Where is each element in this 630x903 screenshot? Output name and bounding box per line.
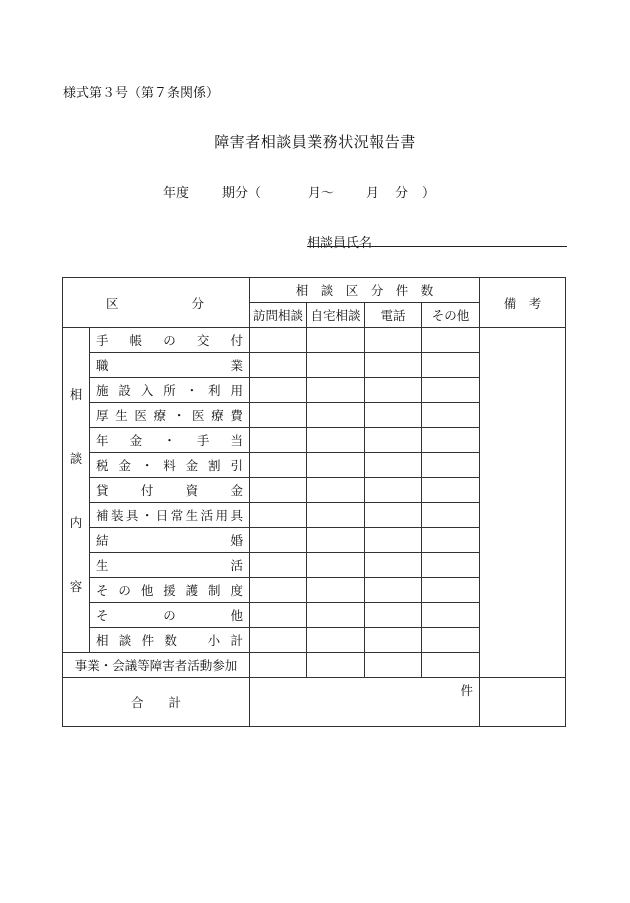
count-input-cell[interactable] <box>422 503 480 528</box>
label-char: 年 <box>96 433 109 448</box>
count-input-cell[interactable] <box>307 653 365 678</box>
count-input-cell[interactable] <box>250 503 307 528</box>
label-char: 装 <box>110 508 124 523</box>
total-count-cell[interactable] <box>250 678 480 727</box>
label-char: 結 <box>96 533 109 548</box>
count-input-cell[interactable] <box>365 528 422 553</box>
label-char: 計 <box>230 633 243 648</box>
group-label-char: 相 <box>69 387 83 402</box>
count-input-cell[interactable] <box>365 578 422 603</box>
label-char: の <box>163 608 176 623</box>
count-input-cell[interactable] <box>307 528 365 553</box>
counts-group-header: 相 談 区 分 件 数 <box>250 278 480 303</box>
count-input-cell[interactable] <box>422 528 480 553</box>
count-input-cell[interactable] <box>307 403 365 428</box>
label-char: 具 <box>125 508 139 523</box>
count-input-cell[interactable] <box>365 628 422 653</box>
label-char: 料 <box>163 458 176 473</box>
label-char: 制 <box>208 583 221 598</box>
count-input-cell[interactable] <box>422 453 480 478</box>
count-input-cell[interactable] <box>365 653 422 678</box>
label-char: の <box>118 583 131 598</box>
label-char: 当 <box>230 433 243 448</box>
label-char: 数 <box>164 633 177 648</box>
period-close-paren: ） <box>422 186 436 201</box>
category-header: 区 分 <box>63 278 250 328</box>
total-unit-label: 件 <box>460 683 473 698</box>
label-char: 護 <box>185 583 199 598</box>
label-char: 常 <box>170 508 184 523</box>
label-char: 婚 <box>230 533 243 548</box>
report-table <box>62 277 566 727</box>
table-row <box>63 678 566 727</box>
label-char: 資 <box>185 483 199 498</box>
label-char: 用 <box>230 383 243 398</box>
label-char: 手 <box>96 333 109 348</box>
label-char: 療 <box>211 408 224 423</box>
label-char: 援 <box>163 583 176 598</box>
label-char: 入 <box>140 383 154 398</box>
category-row-label <box>90 403 250 428</box>
count-input-cell[interactable] <box>250 478 307 503</box>
other-header: その他 <box>422 303 480 328</box>
label-char: 金 <box>230 483 243 498</box>
label-char: 税 <box>96 458 109 473</box>
count-input-cell[interactable] <box>365 428 422 453</box>
count-input-cell[interactable] <box>250 578 307 603</box>
count-input-cell[interactable] <box>250 428 307 453</box>
label-char: 補 <box>96 508 109 523</box>
count-input-cell[interactable] <box>307 603 365 628</box>
category-row-label <box>90 528 250 553</box>
count-input-cell[interactable] <box>307 428 365 453</box>
category-row-label <box>90 578 250 603</box>
count-input-cell[interactable] <box>307 503 365 528</box>
label-char: 相 <box>96 633 109 648</box>
label-char: 度 <box>230 583 243 598</box>
count-input-cell[interactable] <box>422 378 480 403</box>
count-input-cell[interactable] <box>422 428 480 453</box>
label-char: 医 <box>134 408 147 423</box>
count-input-cell[interactable] <box>250 353 307 378</box>
consultant-name-field[interactable] <box>307 246 567 247</box>
label-char: 日 <box>155 508 169 523</box>
label-char: 費 <box>230 408 243 423</box>
count-input-cell[interactable] <box>307 478 365 503</box>
count-input-cell[interactable] <box>365 378 422 403</box>
visit-consult-header: 訪問相談 <box>250 303 307 328</box>
count-input-cell[interactable] <box>422 603 480 628</box>
count-input-cell[interactable] <box>307 378 365 403</box>
label-char: 件 <box>141 633 155 648</box>
label-char: そ <box>96 583 109 598</box>
count-input-cell[interactable] <box>250 528 307 553</box>
label-char: 職 <box>96 358 109 373</box>
group-label-char: 談 <box>69 451 83 466</box>
label-char: 生 <box>185 508 199 523</box>
label-char: 生 <box>96 558 109 573</box>
period-label: 期分（ <box>222 186 262 201</box>
count-input-cell[interactable] <box>250 603 307 628</box>
category-row-label <box>90 428 250 453</box>
count-input-cell[interactable] <box>365 603 422 628</box>
month-from-label: 月～ <box>308 186 335 201</box>
home-consult-header: 自宅相談 <box>307 303 365 328</box>
label-char: 医 <box>192 408 205 423</box>
remarks-header: 備 考 <box>480 278 566 328</box>
label-char: 談 <box>118 633 132 648</box>
count-input-cell[interactable] <box>422 328 480 353</box>
label-char: 具 <box>230 508 243 523</box>
remarks-cell[interactable] <box>480 328 566 678</box>
count-input-cell[interactable] <box>307 578 365 603</box>
form-number-label: 様式第３号（第７条関係） <box>63 86 220 101</box>
label-char: 付 <box>140 483 154 498</box>
month-to-label: 月 <box>366 186 380 201</box>
fiscal-year-label: 年度 <box>163 186 190 201</box>
label-char: 所 <box>163 383 176 398</box>
count-input-cell[interactable] <box>250 403 307 428</box>
label-char: 業 <box>230 358 243 373</box>
category-row-label <box>90 553 250 578</box>
label-char: 他 <box>140 583 154 598</box>
count-input-cell[interactable] <box>422 403 480 428</box>
label-char: 施 <box>96 383 109 398</box>
count-input-cell[interactable] <box>365 553 422 578</box>
group-label-char: 容 <box>69 579 83 594</box>
count-input-cell[interactable] <box>422 653 480 678</box>
label-char: 金 <box>185 458 199 473</box>
label-char: 貸 <box>96 483 109 498</box>
label-char: ・ <box>163 433 176 448</box>
label-char: 厚 <box>96 408 109 423</box>
count-input-cell[interactable] <box>365 353 422 378</box>
count-input-cell[interactable] <box>422 478 480 503</box>
count-input-cell[interactable] <box>307 328 365 353</box>
count-input-cell[interactable] <box>422 578 480 603</box>
phone-header: 電話 <box>365 303 422 328</box>
label-char: ・ <box>140 458 154 473</box>
category-row-label <box>90 478 250 503</box>
label-char: 生 <box>115 408 128 423</box>
label-char: ・ <box>140 508 154 523</box>
label-char: の <box>163 333 176 348</box>
table-row <box>63 328 566 353</box>
document-title: 障害者相談員業務状況報告書 <box>214 133 416 151</box>
count-input-cell[interactable] <box>307 353 365 378</box>
label-char: 引 <box>230 458 243 473</box>
count-input-cell[interactable] <box>250 328 307 353</box>
label-char: 小 <box>207 633 221 648</box>
count-input-cell[interactable] <box>365 503 422 528</box>
label-char: 割 <box>208 458 221 473</box>
count-input-cell[interactable] <box>365 453 422 478</box>
label-char: 手 <box>196 433 210 448</box>
consultant-name-label: 相談員氏名 <box>307 236 373 251</box>
label-char: 交 <box>196 333 210 348</box>
label-char: 他 <box>230 608 243 623</box>
count-input-cell[interactable] <box>365 478 422 503</box>
count-input-cell[interactable] <box>250 628 307 653</box>
label-char: ・ <box>185 383 199 398</box>
count-input-cell[interactable] <box>365 403 422 428</box>
label-char: 活 <box>230 558 243 573</box>
label-char: 帳 <box>129 333 143 348</box>
category-row-label <box>90 353 250 378</box>
label-char: 金 <box>129 433 143 448</box>
label-char: 利 <box>208 383 221 398</box>
count-input-cell[interactable] <box>422 628 480 653</box>
category-row-label <box>90 503 250 528</box>
label-char: 活 <box>200 508 214 523</box>
label-char: 付 <box>230 333 243 348</box>
label-char: 療 <box>153 408 167 423</box>
label-char: 用 <box>215 508 229 523</box>
group-label-char: 内 <box>69 515 83 530</box>
category-row-label <box>90 328 250 353</box>
count-input-cell[interactable] <box>307 553 365 578</box>
label-char: 金 <box>118 458 131 473</box>
total-label: 合 計 <box>63 678 250 727</box>
category-row-label <box>90 603 250 628</box>
category-row-label <box>90 628 250 653</box>
label-char: そ <box>96 608 109 623</box>
category-row-label <box>90 453 250 478</box>
count-input-cell[interactable] <box>250 553 307 578</box>
period-unit-label: 分 <box>395 186 409 201</box>
label-char: 設 <box>118 383 131 398</box>
consultation-content-label <box>63 328 90 653</box>
count-input-cell[interactable] <box>307 628 365 653</box>
category-row-label <box>90 378 250 403</box>
count-input-cell[interactable] <box>365 328 422 353</box>
count-input-cell[interactable] <box>250 453 307 478</box>
total-remarks-cell[interactable] <box>480 678 566 727</box>
count-input-cell[interactable] <box>250 653 307 678</box>
count-input-cell[interactable] <box>422 553 480 578</box>
count-input-cell[interactable] <box>422 353 480 378</box>
participation-row-label: 事業・会議等障害者活動参加 <box>63 653 250 678</box>
count-input-cell[interactable] <box>250 378 307 403</box>
label-char: ・ <box>172 408 186 423</box>
count-input-cell[interactable] <box>307 453 365 478</box>
